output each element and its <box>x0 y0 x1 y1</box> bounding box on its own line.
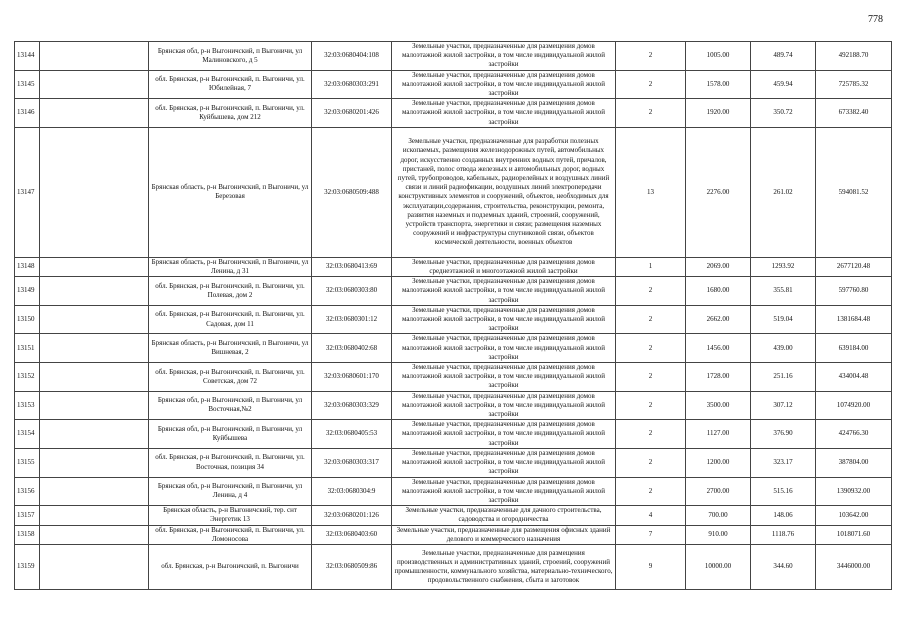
address-cell: обл. Брянская, р-н Выгоничский, п. Выгоничи, ул. Полевая, дом 2 <box>149 277 312 306</box>
empty-cell <box>40 477 149 506</box>
specific-value-cell: 323.17 <box>751 448 816 477</box>
row-number: 13145 <box>15 70 40 99</box>
land-use-cell: Земельные участки, предназначенные для разработки полезных ископаемых, размещения железнодорожных путей, автомобильных дорог, искусственно созданных внутренних водных путей, причалов, пристаней, полос отвода железных и автомобильных дорог, водных путей, трубопроводов, кабельных, радиорелейных и воздушных линий связи и линий радиофикации, воздушных линий электропередачи конструктивных элементов и сооружений, объектов, необходимых для эксплуатации,содержания, строительства, реконструкции, ремонта, развития наземных и подземных зданий, строений, сооружений, устройств транспорта, энергетики и связи; размещения наземных сооружений и инфраструктуры спутниковой связи, объектов космической деятельности, военных объектов <box>392 127 616 257</box>
address-cell: обл. Брянская, р-н Выгоничский, п. Выгоничи <box>149 544 312 589</box>
cadastral-value-cell: 492188.70 <box>816 42 892 71</box>
specific-value-cell: 350.72 <box>751 99 816 128</box>
cadastral-number-cell: 32:03:0680413:69 <box>312 257 392 276</box>
area-cell: 1005.00 <box>686 42 751 71</box>
cadastral-number-cell: 32:03:0680601:170 <box>312 363 392 392</box>
cadastral-number-cell: 32:03:0680304:9 <box>312 477 392 506</box>
row-number: 13147 <box>15 127 40 257</box>
specific-value-cell: 439.00 <box>751 334 816 363</box>
address-cell: обл. Брянская, р-н Выгоничский, п. Выгоничи, ул. Садовая, дом 11 <box>149 305 312 334</box>
empty-cell <box>40 420 149 449</box>
cadastral-number-cell: 32:03:0680405:53 <box>312 420 392 449</box>
specific-value-cell: 376.90 <box>751 420 816 449</box>
use-group-cell: 2 <box>616 334 686 363</box>
area-cell: 1200.00 <box>686 448 751 477</box>
specific-value-cell: 515.16 <box>751 477 816 506</box>
use-group-cell: 2 <box>616 477 686 506</box>
cadastral-number-cell: 32:03:0680403:60 <box>312 525 392 544</box>
specific-value-cell: 1293.92 <box>751 257 816 276</box>
cadastral-number-cell: 32:03:0680201:426 <box>312 99 392 128</box>
table-row <box>15 477 892 506</box>
row-number: 13146 <box>15 99 40 128</box>
row-number: 13148 <box>15 257 40 276</box>
address-cell: Брянская область, р-н Выгоничский, п Выгоничи, ул Вишневая, 2 <box>149 334 312 363</box>
empty-cell <box>40 525 149 544</box>
cadastral-value-cell: 1018071.60 <box>816 525 892 544</box>
row-number: 13144 <box>15 42 40 71</box>
empty-cell <box>40 544 149 589</box>
specific-value-cell: 519.04 <box>751 305 816 334</box>
area-cell: 1456.00 <box>686 334 751 363</box>
address-cell: Брянская область, р-н Выгоничский, п Выгоничи, ул Ленина, д 31 <box>149 257 312 276</box>
use-group-cell: 1 <box>616 257 686 276</box>
area-cell: 2700.00 <box>686 477 751 506</box>
cadastral-value-cell: 2677120.48 <box>816 257 892 276</box>
cadastral-value-cell: 673382.40 <box>816 99 892 128</box>
use-group-cell: 2 <box>616 305 686 334</box>
empty-cell <box>40 363 149 392</box>
cadastral-value-cell: 434004.48 <box>816 363 892 392</box>
table-row <box>15 277 892 306</box>
address-cell: обл. Брянская, р-н Выгоничский, п. Выгоничи, ул. Восточная, позиция 34 <box>149 448 312 477</box>
land-use-cell: Земельные участки, предназначенные для размещения производственных и административных зданий, строений, сооружений промышленности, коммунального хозяйства, материально-технического, продовольственного снабжения, сбыта и заготовок <box>392 544 616 589</box>
area-cell: 1920.00 <box>686 99 751 128</box>
cadastral-value-cell: 725785.32 <box>816 70 892 99</box>
empty-cell <box>40 391 149 420</box>
table-row <box>15 70 892 99</box>
use-group-cell: 2 <box>616 277 686 306</box>
cadastral-value-cell: 387804.00 <box>816 448 892 477</box>
use-group-cell: 2 <box>616 99 686 128</box>
address-cell: обл. Брянская, р-н Выгоничский, п. Выгоничи, ул. Ломоносова <box>149 525 312 544</box>
area-cell: 1127.00 <box>686 420 751 449</box>
table-row <box>15 42 892 71</box>
cadastral-number-cell: 32:03:0680303:329 <box>312 391 392 420</box>
row-number: 13152 <box>15 363 40 392</box>
address-cell: обл. Брянская, р-н Выгоничский, п. Выгоничи, ул. Юбилейная, 7 <box>149 70 312 99</box>
specific-value-cell: 489.74 <box>751 42 816 71</box>
area-cell: 2069.00 <box>686 257 751 276</box>
area-cell: 1728.00 <box>686 363 751 392</box>
land-use-cell: Земельные участки, предназначенные для размещения офисных зданий делового и коммерческого назначения <box>392 525 616 544</box>
area-cell: 1578.00 <box>686 70 751 99</box>
empty-cell <box>40 506 149 525</box>
table-row <box>15 127 892 257</box>
cadastral-number-cell: 32:03:0680303:291 <box>312 70 392 99</box>
empty-cell <box>40 277 149 306</box>
use-group-cell: 9 <box>616 544 686 589</box>
cadastral-value-cell: 597760.80 <box>816 277 892 306</box>
land-use-cell: Земельные участки, предназначенные для размещения домов малоэтажной жилой застройки, в том числе индивидуальной жилой застройки <box>392 363 616 392</box>
cadastral-number-cell: 32:03:0680201:126 <box>312 506 392 525</box>
use-group-cell: 4 <box>616 506 686 525</box>
area-cell: 2662.00 <box>686 305 751 334</box>
row-number: 13150 <box>15 305 40 334</box>
specific-value-cell: 344.60 <box>751 544 816 589</box>
cadastral-value-cell: 1074920.00 <box>816 391 892 420</box>
use-group-cell: 2 <box>616 70 686 99</box>
cadastral-value-cell: 594081.52 <box>816 127 892 257</box>
land-use-cell: Земельные участки, предназначенные для размещения домов малоэтажной жилой застройки, в том числе индивидуальной жилой застройки <box>392 391 616 420</box>
use-group-cell: 7 <box>616 525 686 544</box>
land-use-cell: Земельные участки, предназначенные для размещения домов малоэтажной жилой застройки, в том числе индивидуальной жилой застройки <box>392 305 616 334</box>
cadastral-value-cell: 103642.00 <box>816 506 892 525</box>
table-row <box>15 544 892 589</box>
address-cell: Брянская обл, р-н Выгоничский, п Выгоничи, ул Куйбышева <box>149 420 312 449</box>
empty-cell <box>40 127 149 257</box>
row-number: 13154 <box>15 420 40 449</box>
land-use-cell: Земельные участки, предназначенные для размещения домов малоэтажной жилой застройки, в том числе индивидуальной жилой застройки <box>392 99 616 128</box>
cadastral-number-cell: 32:03:0680404:108 <box>312 42 392 71</box>
specific-value-cell: 261.02 <box>751 127 816 257</box>
empty-cell <box>40 257 149 276</box>
empty-cell <box>40 334 149 363</box>
land-use-cell: Земельные участки, предназначенные для дачного строительства, садоводства и огородничества <box>392 506 616 525</box>
address-cell: Брянская область, р-н Выгоничский, тер. снт Энергетик 13 <box>149 506 312 525</box>
specific-value-cell: 459.94 <box>751 70 816 99</box>
land-use-cell: Земельные участки, предназначенные для размещения домов малоэтажной жилой застройки, в том числе индивидуальной жилой застройки <box>392 477 616 506</box>
row-number: 13151 <box>15 334 40 363</box>
row-number: 13159 <box>15 544 40 589</box>
cadastral-number-cell: 32:03:0680402:68 <box>312 334 392 363</box>
area-cell: 1680.00 <box>686 277 751 306</box>
land-use-cell: Земельные участки, предназначенные для размещения домов малоэтажной жилой застройки, в том числе индивидуальной жилой застройки <box>392 420 616 449</box>
table-row <box>15 506 892 525</box>
cadastral-number-cell: 32:03:0680303:317 <box>312 448 392 477</box>
table-body <box>15 42 892 590</box>
use-group-cell: 13 <box>616 127 686 257</box>
land-use-cell: Земельные участки, предназначенные для размещения домов малоэтажной жилой застройки, в том числе индивидуальной жилой застройки <box>392 70 616 99</box>
land-use-cell: Земельные участки, предназначенные для размещения домов среднеэтажной и многоэтажной жилой застройки <box>392 257 616 276</box>
table-row <box>15 99 892 128</box>
cadastral-number-cell: 32:03:0680303:80 <box>312 277 392 306</box>
area-cell: 10000.00 <box>686 544 751 589</box>
page-number: 778 <box>868 14 883 25</box>
area-cell: 2276.00 <box>686 127 751 257</box>
area-cell: 700.00 <box>686 506 751 525</box>
cadastral-number-cell: 32:03:0680301:12 <box>312 305 392 334</box>
cadastral-value-table <box>14 41 892 590</box>
row-number: 13156 <box>15 477 40 506</box>
specific-value-cell: 148.06 <box>751 506 816 525</box>
table-row <box>15 448 892 477</box>
table-row <box>15 363 892 392</box>
area-cell: 910.00 <box>686 525 751 544</box>
table-row <box>15 257 892 276</box>
area-cell: 3500.00 <box>686 391 751 420</box>
row-number: 13149 <box>15 277 40 306</box>
address-cell: обл. Брянская, р-н Выгоничский, п. Выгоничи, ул. Куйбышева, дом 212 <box>149 99 312 128</box>
table-row <box>15 391 892 420</box>
empty-cell <box>40 99 149 128</box>
specific-value-cell: 1118.76 <box>751 525 816 544</box>
specific-value-cell: 251.16 <box>751 363 816 392</box>
land-use-cell: Земельные участки, предназначенные для размещения домов малоэтажной жилой застройки, в том числе индивидуальной жилой застройки <box>392 334 616 363</box>
cadastral-value-cell: 1381684.48 <box>816 305 892 334</box>
specific-value-cell: 307.12 <box>751 391 816 420</box>
land-use-cell: Земельные участки, предназначенные для размещения домов малоэтажной жилой застройки, в том числе индивидуальной жилой застройки <box>392 277 616 306</box>
table-row <box>15 525 892 544</box>
cadastral-value-cell: 424766.30 <box>816 420 892 449</box>
specific-value-cell: 355.81 <box>751 277 816 306</box>
empty-cell <box>40 305 149 334</box>
empty-cell <box>40 70 149 99</box>
row-number: 13157 <box>15 506 40 525</box>
use-group-cell: 2 <box>616 391 686 420</box>
use-group-cell: 2 <box>616 363 686 392</box>
use-group-cell: 2 <box>616 420 686 449</box>
table-row <box>15 334 892 363</box>
address-cell: Брянская область, р-н Выгоничский, п Выгоничи, ул Березовая <box>149 127 312 257</box>
table-row <box>15 305 892 334</box>
land-use-cell: Земельные участки, предназначенные для размещения домов малоэтажной жилой застройки, в том числе индивидуальной жилой застройки <box>392 448 616 477</box>
cadastral-number-cell: 32:03:0680509:86 <box>312 544 392 589</box>
cadastral-number-cell: 32:03:0680509:488 <box>312 127 392 257</box>
land-use-cell: Земельные участки, предназначенные для размещения домов малоэтажной жилой застройки, в том числе индивидуальной жилой застройки <box>392 42 616 71</box>
address-cell: обл. Брянская, р-н Выгоничский, п. Выгоничи, ул. Советская, дом 72 <box>149 363 312 392</box>
use-group-cell: 2 <box>616 42 686 71</box>
address-cell: Брянская обл, р-н Выгоничский, п Выгоничи, ул Ленина, д 4 <box>149 477 312 506</box>
empty-cell <box>40 448 149 477</box>
address-cell: Брянская обл, р-н Выгоничский, п Выгоничи, ул Малиновского, д 5 <box>149 42 312 71</box>
row-number: 13155 <box>15 448 40 477</box>
cadastral-value-cell: 639184.00 <box>816 334 892 363</box>
table-row <box>15 420 892 449</box>
address-cell: Брянская обл, р-н Выгоничский, п Выгоничи, ул Восточная,№2 <box>149 391 312 420</box>
empty-cell <box>40 42 149 71</box>
row-number: 13153 <box>15 391 40 420</box>
use-group-cell: 2 <box>616 448 686 477</box>
cadastral-value-cell: 1390932.00 <box>816 477 892 506</box>
row-number: 13158 <box>15 525 40 544</box>
cadastral-value-cell: 3446000.00 <box>816 544 892 589</box>
